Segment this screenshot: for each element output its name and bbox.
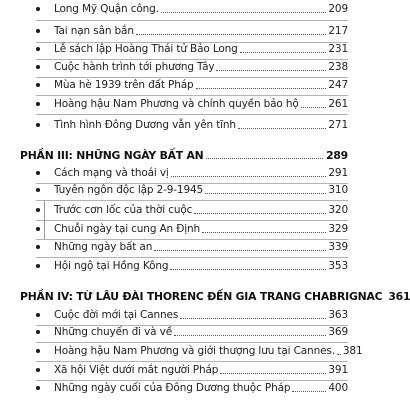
toc-entry: [36, 0, 348, 19]
toc-entry-title: Tình hình Đông Dương vẫn yên tĩnh: [54, 119, 236, 131]
toc-entry: [36, 57, 348, 77]
bullet-icon: [36, 29, 40, 33]
toc-entry-page: 329: [328, 223, 348, 235]
bullet-icon: [36, 208, 40, 212]
toc-entry-page: 231: [328, 43, 348, 55]
dot-leader: [180, 318, 326, 319]
toc-entry-page: 339: [328, 241, 348, 253]
dot-leader: [240, 52, 327, 53]
toc-entry-title: Hội ngộ tại Hồng Kông: [54, 260, 169, 272]
toc-entry-title: Những ngày bất an: [54, 241, 153, 253]
toc-entry: [36, 378, 348, 398]
bullet-icon: [36, 47, 40, 51]
toc-entry-page: 391: [328, 364, 348, 376]
toc-entry-title: Hoàng hậu Nam Phương và chính quyền bảo hộ: [54, 98, 299, 110]
toc-entry-page: 310: [328, 184, 348, 196]
toc-entry-page: 291: [328, 167, 348, 179]
part-heading: [20, 145, 348, 165]
dot-leader: [194, 213, 326, 214]
toc-entry-title: Trước cơn lốc của thời cuộc: [54, 204, 193, 216]
toc-entry-page: 363: [328, 309, 348, 321]
toc-entry: [36, 219, 348, 239]
toc-entry-title: Tai nạn sân bắn: [54, 25, 134, 37]
bullet-icon: [36, 313, 40, 317]
toc-entry: [36, 200, 348, 220]
toc-entry-title: Những ngày cuối của Đông Dương thuộc Pháp: [54, 382, 291, 394]
dot-leader: [238, 128, 326, 129]
toc-entry: [36, 237, 348, 257]
part-heading: [20, 286, 410, 306]
part-heading-page: 289: [326, 148, 348, 162]
bullet-icon: [36, 65, 40, 69]
toc-entry: [36, 94, 348, 114]
dot-leader: [170, 269, 326, 270]
bullet-icon: [36, 330, 40, 334]
toc-entry-page: 209: [328, 3, 348, 15]
part-heading-page: 361: [388, 289, 410, 303]
toc-entry-title: Hoàng hậu Nam Phương và giới thượng lưu tại Cannes.: [54, 345, 335, 357]
toc-entry-title: Tuyên ngôn độc lập 2-9-1945: [54, 184, 204, 196]
bullet-icon: [36, 7, 40, 11]
toc-entry-page: 320: [328, 204, 348, 216]
toc-entry: [36, 75, 348, 95]
dot-leader: [174, 335, 326, 336]
toc-entry-title: Cuộc đời mới tại Cannes: [54, 309, 179, 321]
toc-entry: [36, 21, 348, 41]
toc-entry-title: Cách mạng và thoái vị: [54, 167, 169, 179]
dot-leader: [161, 12, 327, 13]
bullet-icon: [36, 83, 40, 87]
bullet-icon: [36, 102, 40, 106]
toc-entry-page: 217: [328, 25, 348, 37]
toc-entry: [36, 360, 348, 380]
toc-entry: [36, 256, 348, 276]
margin-line: [44, 219, 45, 239]
bullet-icon: [36, 349, 40, 353]
margin-line: [44, 200, 45, 220]
toc-entry: [36, 341, 363, 361]
bullet-icon: [36, 264, 40, 268]
bullet-icon: [36, 171, 40, 175]
bullet-icon: [36, 227, 40, 231]
dot-leader: [154, 250, 326, 251]
toc-entry-title: Cuộc hành trình tới phương Tây: [54, 61, 215, 73]
toc-entry-page: 247: [328, 79, 348, 91]
dot-leader: [202, 232, 326, 233]
dot-leader: [216, 70, 326, 71]
dot-leader: [206, 158, 323, 159]
toc-entry-page: 238: [328, 61, 348, 73]
toc-entry-title: Những chuyến đi và về: [54, 326, 173, 338]
toc-entry: [36, 180, 348, 200]
dot-leader: [301, 107, 327, 108]
toc-entry-page: 369: [328, 326, 348, 338]
dot-leader: [196, 88, 327, 89]
bullet-icon: [36, 188, 40, 192]
toc-entry-page: 271: [328, 119, 348, 131]
toc-entry-title: Xã hội Việt dưới mắt người Pháp: [54, 364, 219, 376]
bullet-icon: [36, 123, 40, 127]
part-heading-title: PHẦN IV: TỪ LÂU ĐÀI THORENC ĐẾN GIA TRANG CHABRIGNAC: [20, 289, 383, 303]
toc-entry-page: 261: [328, 98, 348, 110]
toc-entry-title: Long Mỹ Quận công.: [54, 3, 159, 15]
dot-leader: [136, 34, 327, 35]
dot-leader: [171, 176, 327, 177]
toc-entry-page: 400: [328, 382, 348, 394]
toc-entry-title: Mùa hè 1939 trên đất Pháp: [54, 79, 194, 91]
toc-entry: [36, 322, 348, 342]
toc-entry-title: Chuỗi ngày tại cung An Định: [54, 223, 201, 235]
dot-leader: [292, 391, 326, 392]
toc-entry-page: 381: [342, 345, 363, 357]
toc-entry-page: 353: [328, 260, 348, 272]
toc-entry: [36, 115, 348, 135]
part-heading-title: PHẦN III: NHỮNG NGÀY BẤT AN: [20, 148, 204, 162]
dot-leader: [205, 193, 326, 194]
bullet-icon: [36, 368, 40, 372]
toc-entry: [36, 39, 348, 59]
dot-leader: [220, 373, 326, 374]
bullet-icon: [36, 245, 40, 249]
toc-entry-title: Lễ sách lập Hoàng Thái tử Bảo Long: [54, 43, 238, 55]
bullet-icon: [36, 386, 40, 390]
